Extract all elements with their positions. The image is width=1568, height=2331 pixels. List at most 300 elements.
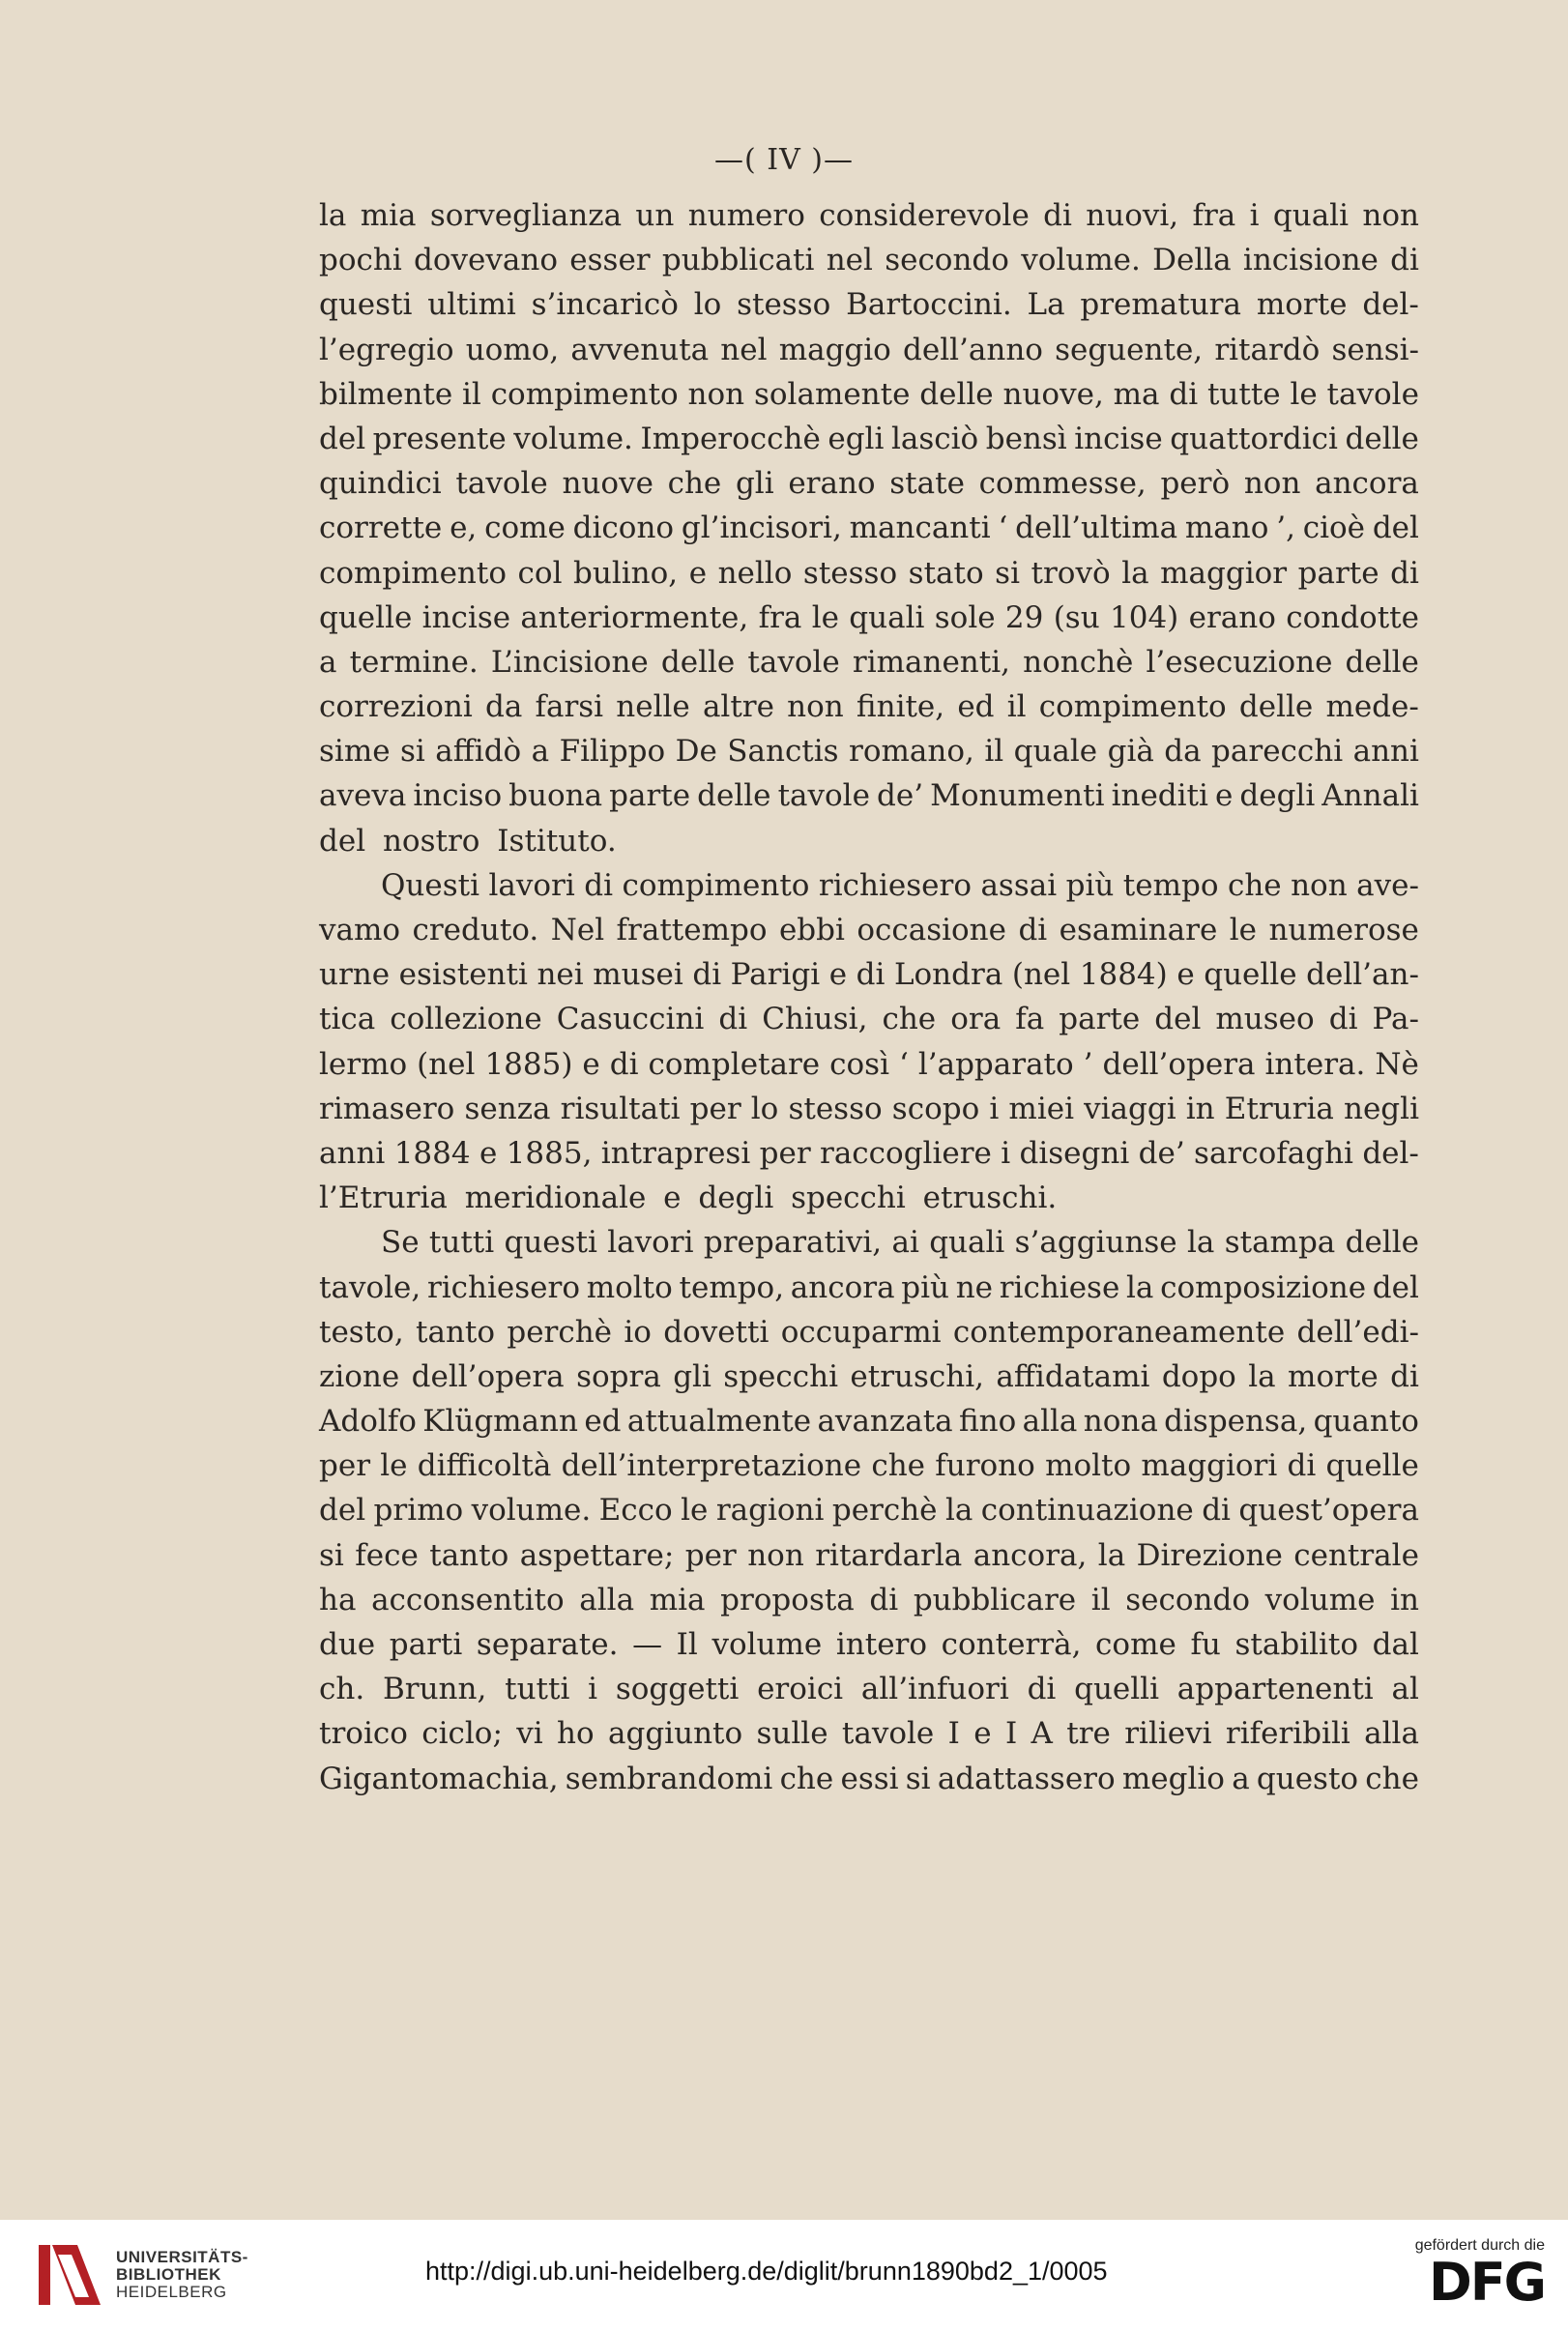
word: di [609,1046,639,1082]
word: lasciò [890,421,979,456]
word: la [1186,1225,1215,1261]
word: di [1043,198,1072,233]
word: Se [381,1225,420,1261]
text-line [319,997,1419,1041]
word: non [1291,867,1348,903]
word: etruschi, [850,1358,984,1394]
word: di [1390,1358,1419,1394]
word: intera. [1264,1046,1366,1082]
word: scopo [891,1091,980,1126]
word: e [1214,778,1234,814]
word: bilmente [319,376,453,412]
text-line [319,1399,1419,1443]
text-line [319,863,1419,908]
word: ora [950,1002,1002,1037]
word: dell’opera [411,1358,565,1394]
word: quelle [1204,957,1297,993]
word: la [1248,1358,1276,1394]
word: erano [788,466,876,502]
word: pubblicati [661,243,815,278]
word: ritardò [1214,332,1321,367]
word: vamo [319,913,401,947]
word: che [779,1761,834,1796]
word: lavori [488,867,575,903]
word: aggiunto [608,1716,743,1752]
word: stesso [737,287,831,323]
word: la [1097,1537,1126,1573]
word: la [319,198,347,233]
word: Annali [1321,778,1419,814]
text-line [319,551,1419,596]
word: Il [676,1627,698,1662]
text-line [319,1622,1419,1667]
word: Adolfo [319,1404,417,1440]
word: ritardarla [815,1537,963,1573]
text-line [319,729,1419,773]
word: soggetti [615,1672,740,1707]
word: dell’anno [903,332,1043,367]
word: museo [1215,1002,1315,1037]
word: stato [908,555,984,591]
word: non [1362,198,1419,233]
word: dell’an- [1306,957,1419,993]
word: quelle [319,599,413,635]
word: sarcofaghi [1194,1135,1353,1171]
word: adattassero [937,1761,1116,1796]
word: essi [840,1761,899,1796]
word: dopo [1161,1358,1236,1394]
word: (nel [417,1046,476,1082]
word: erano [1188,599,1276,635]
word: e [582,1046,600,1082]
text-line [319,282,1419,327]
word: si [905,1761,931,1796]
word: nei [537,957,584,993]
text-line [319,1220,1419,1265]
word: aspettare; [519,1537,675,1573]
word: i [588,1672,598,1707]
word: che [871,1448,926,1484]
word: ed [957,689,995,725]
word: corrette [319,510,443,546]
word: la [944,1493,973,1529]
text-line [319,372,1419,417]
word: state [889,466,965,502]
word: troico [319,1716,408,1752]
word: commesse, [978,466,1147,502]
word: quelli [1074,1672,1160,1707]
word: Klügmann [422,1404,578,1440]
word: lo [750,1091,779,1126]
word: riferibili [1225,1716,1350,1752]
word: mancanti [849,510,991,546]
word: Imperocchè [640,421,821,456]
word: avvenuta [570,332,710,367]
word: ancora [790,1269,895,1305]
word: si [400,734,425,770]
word: le [811,599,839,635]
word: proposta [720,1582,855,1617]
word: di [1390,243,1419,278]
word: compimento [622,867,810,903]
word: dell’edi- [1296,1314,1419,1350]
text-line [319,461,1419,506]
word: termine. [349,644,479,680]
word: volume [1264,1582,1376,1617]
word: ebbi [778,913,845,947]
word: sembrandomi [565,1761,773,1796]
word: del [319,1493,366,1529]
text-line [319,1310,1419,1355]
dfg-credit [1371,2237,1545,2311]
word: lo [693,287,722,323]
text-line [319,1711,1419,1756]
library-line-3: HEIDELBERG [116,2283,227,2301]
word: tempo [1122,867,1219,903]
word: tanto [429,1537,509,1573]
text-line [319,193,1419,238]
word: dovevano [414,243,559,278]
word: solamente [753,376,911,412]
word: dell’opera [1102,1046,1256,1082]
body-text [319,193,1419,1801]
library-name [116,2249,248,2301]
word: morte [1256,287,1348,323]
word: urne [319,957,391,993]
word: La [1027,287,1065,323]
text-line [319,773,1419,818]
word: di [584,867,613,903]
word: senza [464,1091,551,1126]
word: stampa [1224,1225,1336,1261]
word: anteriormente, [520,599,749,635]
word: nuove, [1002,376,1104,412]
word: tutti [505,1672,570,1707]
word: sorveglianza [429,198,623,233]
word: ne [955,1269,994,1305]
word: la [1126,1269,1154,1305]
word: ed [584,1404,622,1440]
word: prematura [1080,287,1241,323]
word: sensi- [1331,332,1419,367]
word: più [901,1269,949,1305]
word: nona [1083,1404,1158,1440]
word: L’incisione [490,644,649,680]
word: avanzata [817,1404,953,1440]
word: parecchi [1211,734,1344,770]
word: ragioni [715,1493,825,1529]
word: compimento [1038,689,1227,725]
word: esser [569,243,651,278]
word: ma [1113,376,1160,412]
word: delle [919,376,994,412]
word: affidò [435,734,522,770]
word: esistenti [398,957,528,993]
word: sole [934,599,996,635]
word: non [787,689,844,725]
word: ’, [1276,510,1295,546]
library-line-2: BIBLIOTHEK [116,2265,221,2284]
word: Della [1152,243,1232,278]
text-line [319,1667,1419,1711]
word: ho [557,1716,595,1752]
word: parte [609,778,691,814]
text-line [319,1355,1419,1399]
text-line [319,238,1419,282]
word: cioè [1302,510,1366,546]
word: questi [319,287,413,323]
word: Monumenti [930,778,1105,814]
word: così [829,1046,889,1082]
text-line [319,417,1419,461]
word: mede- [1325,689,1419,725]
word: 29 [1004,599,1044,635]
word: volume. [1021,243,1141,278]
word: di [1169,376,1199,412]
word: De [675,734,717,770]
word: tutti [428,1225,495,1261]
word: molto [586,1269,673,1305]
word: mia [649,1582,706,1617]
word: incise [1074,421,1163,456]
word: per [689,1091,741,1126]
word: quanto [1313,1404,1419,1440]
source-url-link[interactable]: http://digi.ub.uni-heidelberg.de/diglit/brunn1890bd2_1/0005 [425,2257,1108,2286]
word: testo, [319,1314,404,1350]
word: delle [697,778,771,814]
word: inediti [1111,778,1208,814]
word: tutte [1206,376,1281,412]
word: ultimi [427,287,516,323]
word: sulle [756,1716,828,1752]
word: Nel [550,913,605,947]
word: ave- [1356,867,1419,903]
word: fa [1015,1002,1045,1037]
word: delle [1345,644,1419,680]
word: miei [1008,1091,1074,1126]
word: mano [1184,510,1269,546]
word: collezione [390,1002,542,1037]
word: a [319,644,337,680]
word: i [1249,198,1260,233]
word: l’esecuzione [1146,644,1333,680]
word: quali [929,1225,1005,1261]
word: ‘ [998,510,1008,546]
word: s’incaricò [531,287,679,323]
word: non [687,376,745,412]
dfg-logo: DFG [1428,2252,1545,2313]
word: richiese [999,1269,1120,1305]
word: 1885) [484,1046,573,1082]
word: ‘ [898,1046,909,1082]
word: correzioni [319,689,473,725]
word: acconsentito [371,1582,565,1617]
word: più [1065,867,1115,903]
word: compimento [319,555,508,591]
word: il [1006,689,1027,725]
word: condotte [1286,599,1419,635]
word: delle [660,644,736,680]
text-line [319,328,1419,372]
word: negli [1344,1091,1419,1126]
word: delle [1345,1225,1419,1261]
word: Bartoccini. [846,287,1012,323]
word: nonchè [1023,644,1134,680]
word: creduto. [412,913,539,947]
word: composizione [1160,1269,1367,1305]
word: dispensa, [1164,1404,1308,1440]
text-line [319,640,1419,685]
word: occuparmi [780,1314,942,1350]
word: centrale [1293,1537,1419,1573]
word: uomo, [465,332,560,367]
word: quindici [319,466,442,502]
word: tavole [841,1716,935,1752]
word: del [1372,510,1419,546]
word: quest’opera [1238,1493,1419,1529]
word: — [632,1627,663,1662]
word: (su [1053,599,1100,635]
word: il [1090,1582,1111,1617]
word: le [681,1493,709,1529]
word: di [856,957,886,993]
word: volume. [513,421,633,456]
word: romano, [849,734,974,770]
word: Ecco [598,1493,673,1529]
word: richiesero [426,1269,580,1305]
word: rimasero [319,1091,455,1126]
word: aveva [319,778,407,814]
word: gli [735,466,774,502]
word: vi [516,1716,543,1752]
word: e [688,555,708,591]
text-line [319,596,1419,640]
word: il [984,734,1004,770]
word: parti [389,1627,463,1662]
word: volume [711,1627,823,1662]
word: completare [648,1046,821,1082]
text-line [319,1131,1419,1176]
word: fra [758,599,802,635]
word: attualmente [626,1404,812,1440]
word: altre [702,689,774,725]
word: del- [1362,287,1419,323]
word: furono [935,1448,1035,1484]
word: come [484,510,566,546]
word: considerevole [819,198,1030,233]
word: si [319,1537,344,1573]
word: Casuccini [556,1002,705,1037]
word: assai [980,867,1058,903]
word: rimanenti, [852,644,1010,680]
word: dell’interpretazione [561,1448,862,1484]
word: separate. [476,1627,619,1662]
word: però [1160,466,1231,502]
word: si [995,555,1020,591]
word: delle [1345,421,1419,456]
word: di [1287,1448,1317,1484]
word: Etruria [1224,1091,1334,1126]
word: gli [673,1358,711,1394]
text-line: l’Etruria meridionale e degli specchi etruschi. [319,1180,1058,1216]
page-number-header: —( IV )— [714,143,854,177]
word: ch. [319,1672,365,1707]
word: compimento [490,376,679,412]
word: di [1027,1672,1057,1707]
word: e [973,1716,992,1752]
word: già [1107,734,1154,770]
word: lermo [319,1046,408,1082]
word: bulino, [573,555,679,591]
word: per [759,1135,811,1171]
word: presente [372,421,507,456]
word: quali [1272,198,1350,233]
word: il [462,376,481,412]
word: alla [1022,1404,1078,1440]
word: tavole [1326,376,1419,412]
word: io [624,1314,652,1350]
word: tavole [747,644,840,680]
word: Brunn, [382,1672,487,1707]
text-line [319,1578,1419,1622]
word: fino [958,1404,1017,1440]
word: seguente, [1055,332,1204,367]
word: s’aggiunse [1014,1225,1177,1261]
word: parte [1297,555,1379,591]
word: morte [1288,1358,1379,1394]
word: di [869,1582,899,1617]
word: anni [1352,734,1419,770]
word: per [319,1448,371,1484]
word: intero [835,1627,928,1662]
word: occasione [857,913,1006,947]
word: secondo [1125,1582,1251,1617]
word: I [1004,1716,1018,1752]
word: anni [319,1135,386,1171]
word: e, [450,510,478,546]
word: perchè [507,1314,613,1350]
word: e [1176,957,1195,993]
text-line [319,1488,1419,1532]
word: di [718,1002,748,1037]
word: tavole [777,778,870,814]
word: alla [579,1582,635,1617]
word: continuazione [980,1493,1194,1529]
word: da [1164,734,1202,770]
word: tavole [455,466,548,502]
word: degli [1239,778,1316,814]
footer-bar [0,2220,1568,2331]
word: in [1185,1091,1215,1126]
word: volume. [471,1493,592,1529]
word: stesso [788,1091,883,1126]
word: che [1365,1761,1419,1796]
word: risultati [560,1091,681,1126]
word: raccogliere [820,1135,992,1171]
word: e [828,957,848,993]
word: Gigantomachia, [319,1761,559,1796]
word: richiesero [818,867,972,903]
word: i [1001,1135,1011,1171]
word: a [1232,1761,1250,1796]
word: sopra [576,1358,661,1394]
word: le [380,1448,408,1484]
word: farsi [535,689,604,725]
word: maggior [1160,555,1288,591]
word: ciclo; [421,1716,503,1752]
word: 1885, [506,1135,593,1171]
word: buona [508,778,603,814]
